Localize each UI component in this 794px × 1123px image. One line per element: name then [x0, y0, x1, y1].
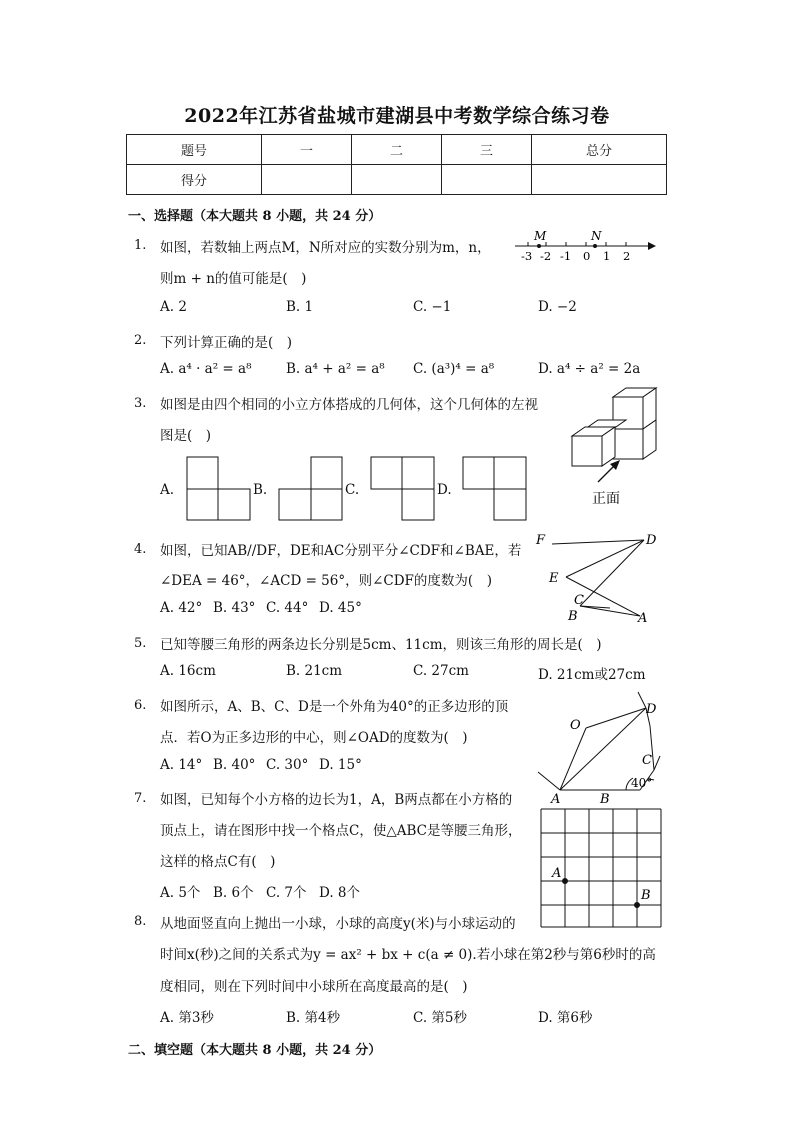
- score-input-cell: [262, 165, 352, 195]
- option-a: A. 42°: [160, 600, 203, 616]
- score-input-cell: [352, 165, 442, 195]
- option-a: A. 5个: [160, 885, 201, 901]
- option-a: A. 2: [160, 299, 187, 315]
- option-c: C. (a³)⁴ = a⁸: [413, 361, 495, 377]
- option-d: D. 21cm或27cm: [538, 667, 646, 683]
- option-b: B. 40°: [213, 757, 256, 773]
- label-e: E: [549, 571, 559, 586]
- question-text: 则m + n的值可能是( ): [160, 271, 307, 287]
- question-number: 1.: [134, 238, 147, 253]
- option-d-view-figure: [462, 456, 528, 522]
- option-c: C. 第5秒: [413, 1010, 468, 1026]
- question-text: 如图是由四个相同的小立方体搭成的几何体，这个几何体的左视: [160, 397, 538, 413]
- label-a: A: [552, 866, 562, 881]
- question-text: 这样的格点C有( ): [160, 854, 276, 870]
- option-d: D. 15°: [319, 757, 362, 773]
- option-a: A. 14°: [160, 757, 203, 773]
- option-a: A. 16cm: [160, 663, 216, 679]
- label-m: M: [534, 229, 547, 243]
- option-d: D. 8个: [319, 885, 361, 901]
- option-c: C. 44°: [266, 600, 309, 616]
- option-b: B. 6个: [213, 885, 254, 901]
- option-a: A.: [160, 482, 175, 498]
- score-table-header-row: [127, 135, 667, 165]
- option-b-view-figure: [278, 456, 344, 522]
- option-a: A. a⁴ · a² = a⁸: [160, 361, 252, 377]
- option-d: D. a⁴ ÷ a² = 2a: [538, 361, 641, 377]
- question-text: 如图所示，A、B、C、D是一个外角为40°的正多边形的顶: [160, 699, 509, 715]
- question-text: 图是( ): [160, 428, 212, 444]
- score-cell: 三: [442, 135, 532, 165]
- option-c: C. 30°: [266, 757, 309, 773]
- tick-label: -1: [560, 249, 572, 263]
- option-b: B. a⁴ + a² = a⁸: [286, 361, 385, 377]
- label-o: O: [570, 718, 581, 733]
- page-title: 2022年江苏省盐城市建湖县中考数学综合练习卷: [184, 105, 610, 127]
- label-a: A: [638, 611, 648, 624]
- question-number: 4.: [134, 542, 147, 557]
- score-cell: 一: [262, 135, 352, 165]
- polygon-figure: [530, 686, 664, 806]
- parallel-lines-figure: [530, 528, 664, 624]
- option-b: B. 21cm: [286, 663, 343, 679]
- question-text: 点．若O为正多边形的中心，则∠OAD的度数为( ): [160, 730, 468, 746]
- tick-label: 1: [603, 249, 611, 263]
- option-d: D. −2: [538, 299, 577, 315]
- option-d: D. 第6秒: [538, 1010, 593, 1026]
- option-c: C. 27cm: [413, 663, 469, 679]
- question-text: 如图，已知每个小方格的边长为1，A，B两点都在小方格的: [160, 792, 513, 808]
- question-text: 从地面竖直向上抛出一小球，小球的高度y(米)与小球运动的: [160, 916, 516, 932]
- label-f: F: [536, 533, 546, 548]
- option-d: D. 45°: [319, 600, 362, 616]
- question-number: 8.: [134, 914, 147, 929]
- score-cell: 总分: [532, 135, 667, 165]
- tick-label: 0: [583, 249, 591, 263]
- grid-figure: [538, 807, 662, 929]
- label-b: B: [600, 792, 610, 806]
- option-b: B.: [253, 482, 268, 498]
- question-number: 3.: [134, 396, 147, 411]
- label-d: D: [646, 533, 657, 548]
- label-c: C: [642, 753, 652, 768]
- label-c: C: [574, 593, 584, 608]
- angle-label: 40°: [631, 776, 653, 790]
- option-b: B. 1: [286, 299, 314, 315]
- option-a-view-figure: [186, 456, 252, 522]
- question-text: 时间x(秒)之间的关系式为y = ax² + bx + c(a ≠ 0).若小球在第2秒与第6秒时的高: [160, 947, 656, 963]
- score-cell: 得分: [127, 165, 262, 195]
- question-number: 6.: [134, 698, 147, 713]
- option-b: B. 第4秒: [286, 1010, 341, 1026]
- option-a: A. 第3秒: [160, 1010, 214, 1026]
- question-text: 已知等腰三角形的两条边长分别是5cm、11cm，则该三角形的周长是( ): [160, 637, 602, 653]
- section-heading: 二、填空题（本大题共 8 小题，共 24 分）: [128, 1043, 382, 1058]
- question-number: 7.: [134, 791, 147, 806]
- question-text: 下列计算正确的是( ): [160, 335, 293, 351]
- tick-label: 2: [623, 249, 631, 263]
- option-c: C. 7个: [266, 885, 307, 901]
- score-table-score-row: [127, 165, 667, 195]
- section-heading: 一、选择题（本大题共 8 小题，共 24 分）: [128, 209, 382, 224]
- question-text: 顶点上，请在图形中找一个格点C，使△ABC是等腰三角形，: [160, 823, 522, 839]
- label-n: N: [591, 229, 602, 243]
- cubes-figure: [568, 384, 664, 510]
- tick-label: -2: [540, 249, 552, 263]
- option-c: C.: [345, 482, 360, 498]
- score-cell: 二: [352, 135, 442, 165]
- score-cell: 题号: [127, 135, 262, 165]
- question-text: ∠DEA = 46°，∠ACD = 56°，则∠CDF的度数为( ): [160, 573, 492, 589]
- question-number: 2.: [134, 333, 147, 348]
- question-text: 如图，已知AB//DF，DE和AC分别平分∠CDF和∠BAE，若: [160, 543, 522, 559]
- option-b: B. 43°: [213, 600, 256, 616]
- option-c-view-figure: [370, 456, 436, 522]
- score-table: [126, 134, 667, 195]
- score-input-cell: [532, 165, 667, 195]
- option-c: C. −1: [413, 299, 452, 315]
- point-b: [634, 902, 640, 908]
- label-d: D: [646, 702, 657, 717]
- tick-label: -3: [521, 249, 533, 263]
- label-a: A: [551, 792, 561, 806]
- question-number: 5.: [134, 636, 147, 651]
- front-caption: 正面: [592, 491, 620, 507]
- number-line-figure: [510, 226, 660, 266]
- label-b: B: [568, 609, 578, 624]
- score-input-cell: [442, 165, 532, 195]
- label-b: B: [641, 888, 651, 903]
- question-text: 度相同，则在下列时间中小球所在高度最高的是( ): [160, 979, 468, 995]
- option-d: D.: [437, 482, 452, 498]
- point-a: [562, 878, 568, 884]
- question-text: 如图，若数轴上两点M，N所对应的实数分别为m，n，: [160, 240, 491, 256]
